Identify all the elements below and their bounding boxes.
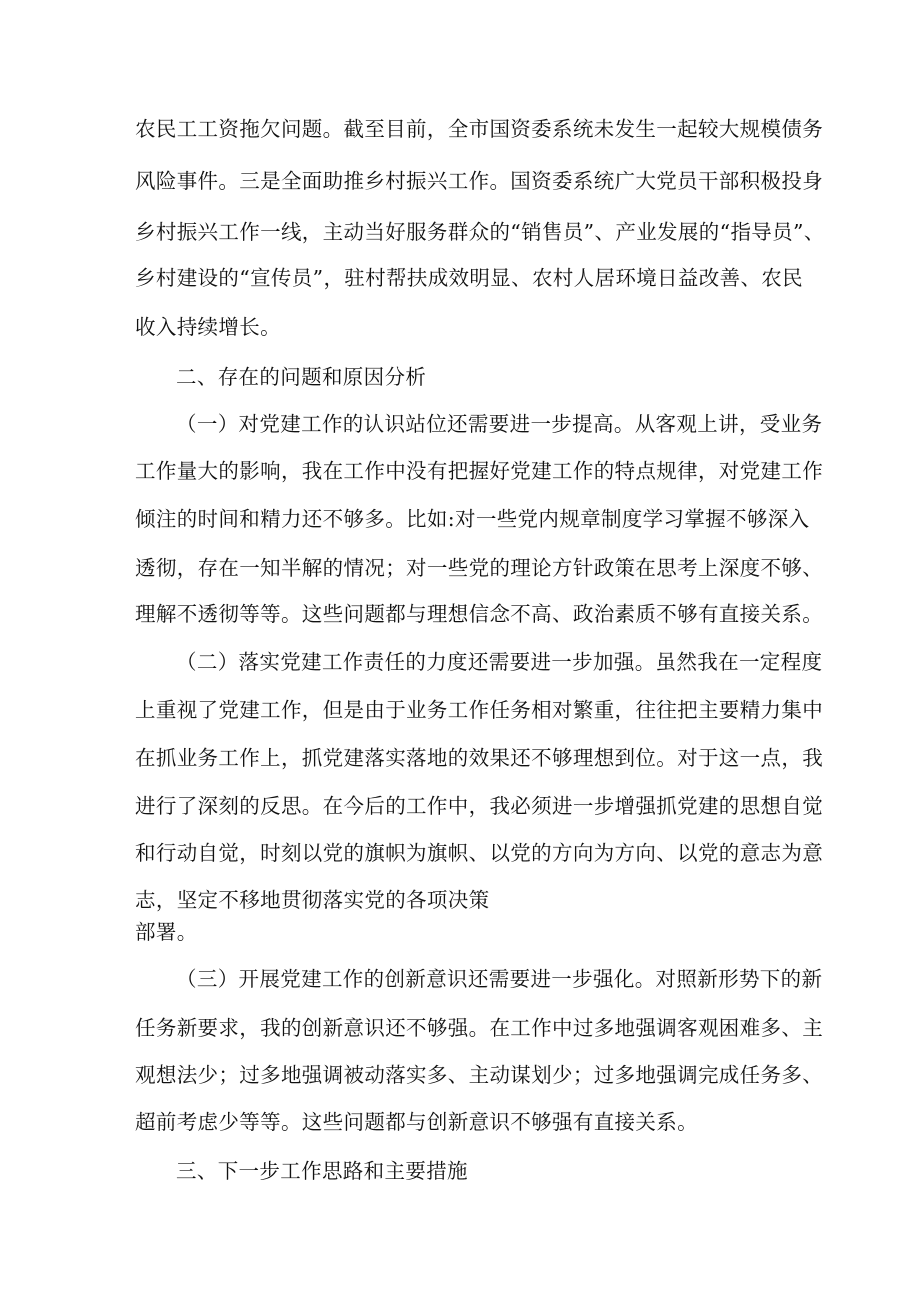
- paragraph-line: 农民工工资拖欠问题。截至目前，全市国资委系统未发生一起较大规模债务: [135, 117, 824, 141]
- paragraph-line: 超前考虑少等等。这些问题都与创新意识不够强有直接关系。: [135, 1110, 698, 1134]
- paragraph-line: 乡村建设的“宣传员”，驻村帮扶成效明显、农村人居环境日益改善、农民: [135, 266, 804, 290]
- paragraph-line: （一）对党建工作的认识站位还需要进一步提高。从客观上讲，受业务: [176, 412, 823, 436]
- paragraph-line: （二）落实党建工作责任的力度还需要进一步加强。虽然我在一定程度: [176, 650, 823, 674]
- paragraph-line: 工作量大的影响，我在工作中没有把握好党建工作的特点规律，对党建工作: [135, 459, 824, 483]
- paragraph-line: 上重视了党建工作，但是由于业务工作任务相对繁重，往往把主要精力集中: [135, 698, 824, 722]
- paragraph-line: 和行动自觉，时刻以党的旗帜为旗帜、以党的方向为方向、以党的意志为意: [135, 841, 824, 865]
- paragraph-line: 进行了深刻的反思。在今后的工作中，我必须进一步增强抓党建的思想自觉: [135, 794, 824, 818]
- paragraph-line: 透彻，存在一知半解的情况；对一些党的理论方针政策在思考上深度不够、: [135, 556, 824, 580]
- paragraph-line: 志，坚定不移地贯彻落实党的各项决策: [135, 888, 490, 912]
- paragraph-line: 风险事件。三是全面助推乡村振兴工作。国资委系统广大党员干部积极投身: [135, 169, 824, 193]
- paragraph-line: （三）开展党建工作的创新意识还需要进一步强化。对照新形势下的新: [176, 967, 823, 991]
- paragraph-line: 部署。: [135, 920, 198, 944]
- section-heading: 二、存在的问题和原因分析: [176, 365, 427, 389]
- paragraph-line: 收入持续增长。: [135, 315, 281, 339]
- paragraph-line: 倾注的时间和精力还不够多。比如:对一些党内规章制度学习掌握不够深入: [135, 507, 810, 531]
- section-heading: 三、下一步工作思路和主要措施: [176, 1159, 468, 1183]
- paragraph-line: 观想法少；过多地强调被动落实多、主动谋划少；过多地强调完成任务多、: [135, 1063, 824, 1087]
- paragraph-line: 任务新要求，我的创新意识还不够强。在工作中过多地强调客观困难多、主: [135, 1016, 824, 1040]
- paragraph-line: 在抓业务工作上，抓党建落实落地的效果还不够理想到位。对于这一点，我: [135, 746, 824, 770]
- paragraph-line: 理解不透彻等等。这些问题都与理想信念不高、政治素质不够有直接关系。: [135, 602, 824, 626]
- paragraph-line: 乡村振兴工作一线，主动当好服务群众的“销售员”、产业发展的“指导员”、: [135, 220, 825, 244]
